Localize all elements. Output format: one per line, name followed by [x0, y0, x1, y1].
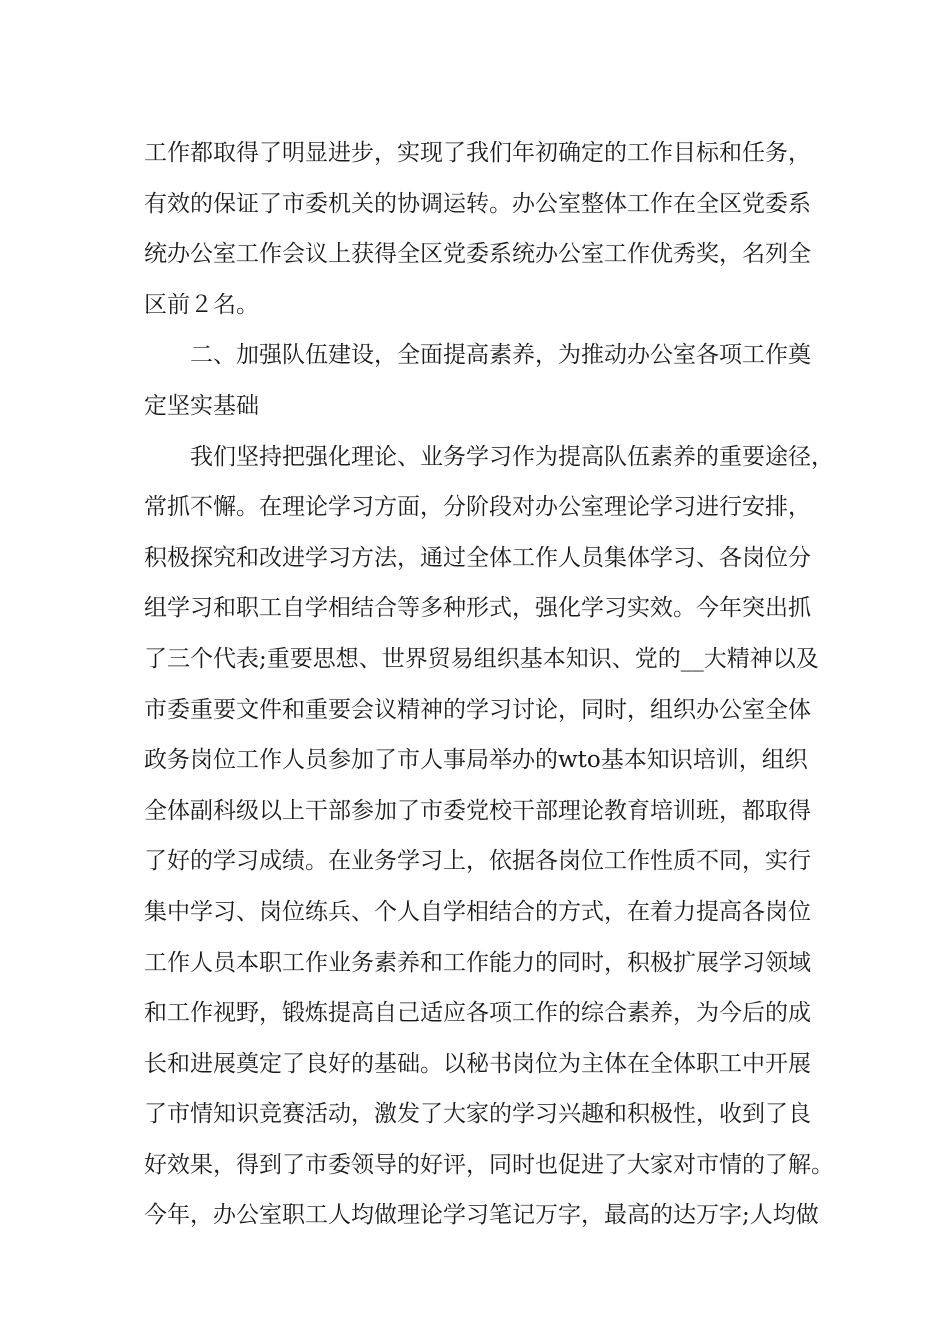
document-body: [144, 128, 834, 1241]
text-line: 定坚实基础: [144, 392, 259, 419]
text-line: 工作人员本职工作业务素养和工作能力的同时，积极扩展学习领域: [144, 949, 811, 976]
text-line: 有效的保证了市委机关的协调运转。办公室整体工作在全区党委系: [144, 190, 811, 217]
text-line: 好效果，得到了市委领导的好评，同时也促进了大家对市情的了解。: [144, 1151, 834, 1178]
text-line: 工作都取得了明显进步，实现了我们年初确定的工作目标和任务，: [144, 140, 811, 166]
text-line: 统办公室工作会议上获得全区党委系统办公室工作优秀奖，名列全: [144, 241, 811, 268]
text-line: 区前２名。: [144, 291, 259, 318]
text-line: 了市情知识竞赛活动，激发了大家的学习兴趣和积极性，收到了良: [144, 1101, 811, 1128]
text-line: 集中学习、岗位练兵、个人自学相结合的方式，在着力提高各岗位: [144, 898, 811, 925]
text-line: 全体副科级以上干部参加了市委党校干部理论教育培训班，都取得: [144, 797, 811, 824]
text-line: 组学习和职工自学相结合等多种形式，强化学习实效。今年突出抓: [144, 595, 811, 622]
text-line: 政务岗位工作人员参加了市人事局举办的wto基本知识培训，组织: [144, 747, 808, 774]
text-line: 和工作视野，锻炼提高自己适应各项工作的综合素养，为今后的成: [144, 1000, 811, 1027]
text-line: 长和进展奠定了良好的基础。以秘书岗位为主体在全体职工中开展: [144, 1050, 811, 1077]
text-line: 积极探究和改进学习方法，通过全体工作人员集体学习、各岗位分: [144, 544, 811, 571]
text-line: 我们坚持把强化理论、业务学习作为提高队伍素养的重要途径，: [190, 443, 834, 470]
text-line: 二、加强队伍建设，全面提高素养，为推动办公室各项工作奠: [190, 342, 811, 369]
text-line: 市委重要文件和重要会议精神的学习讨论，同时，组织办公室全体: [144, 696, 811, 723]
text-line: 了三个代表;重要思想、世界贸易组织基本知识、党的__大精神以及: [144, 645, 819, 672]
text-line: 今年，办公室职工人均做理论学习笔记万字，最高的达万字;人均做: [144, 1202, 819, 1229]
text-line: 了好的学习成绩。在业务学习上，依据各岗位工作性质不同，实行: [144, 848, 811, 875]
text-line: 常抓不懈。在理论学习方面，分阶段对办公室理论学习进行安排，: [144, 494, 811, 521]
